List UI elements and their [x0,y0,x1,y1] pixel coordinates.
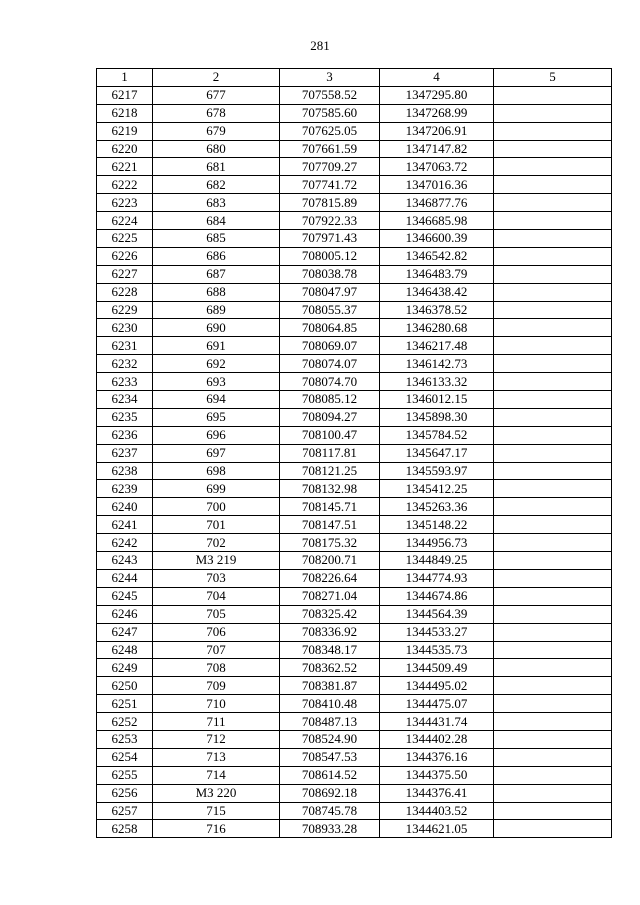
table-cell-col-2: 698 [153,462,280,480]
table-row [97,498,612,516]
table-cell-col-2: 699 [153,480,280,498]
table-cell-col-4: 1347295.80 [380,86,494,104]
table-cell-col-2: 677 [153,86,280,104]
table-cell-col-3: 708074.70 [280,373,380,391]
table-row [97,247,612,265]
table-cell-col-3: 708410.48 [280,695,380,713]
table-cell-col-3: 708325.42 [280,605,380,623]
table-cell-col-1: 6233 [97,373,153,391]
table-cell-col-4: 1346217.48 [380,337,494,355]
table-cell-col-2: 691 [153,337,280,355]
table-row [97,408,612,426]
table-cell-col-2: 706 [153,623,280,641]
table-cell-col-5 [494,641,612,659]
table-cell-col-5 [494,319,612,337]
table-cell-col-1: 6250 [97,677,153,695]
table-cell-col-2: 704 [153,587,280,605]
table-cell-col-3: 708147.51 [280,516,380,534]
table-cell-col-2: 680 [153,140,280,158]
table-cell-col-3: 708175.32 [280,534,380,552]
table-cell-col-1: 6217 [97,86,153,104]
column-header-3: 3 [280,69,380,87]
table-row [97,569,612,587]
table-cell-col-1: 6244 [97,569,153,587]
table-cell-col-3: 708100.47 [280,426,380,444]
table-cell-col-2: 678 [153,104,280,122]
table-cell-col-4: 1345148.22 [380,516,494,534]
table-row [97,784,612,802]
table-cell-col-1: 6225 [97,230,153,248]
table-cell-col-4: 1346133.32 [380,373,494,391]
table-row [97,373,612,391]
table-cell-col-5 [494,373,612,391]
table-cell-col-5 [494,301,612,319]
table-cell-col-4: 1346142.73 [380,355,494,373]
table-row [97,766,612,784]
table-cell-col-2: 707 [153,641,280,659]
table-cell-col-1: 6243 [97,552,153,570]
table-cell-col-5 [494,391,612,409]
table-cell-col-3: 708117.81 [280,444,380,462]
table-cell-col-2: 688 [153,283,280,301]
table-cell-col-2: 716 [153,820,280,838]
table-row [97,301,612,319]
table-cell-col-1: 6232 [97,355,153,373]
table-cell-col-4: 1346685.98 [380,212,494,230]
table-cell-col-5 [494,408,612,426]
table-cell-col-4: 1344621.05 [380,820,494,838]
table-cell-col-4: 1347268.99 [380,104,494,122]
table-cell-col-2: 682 [153,176,280,194]
table-row [97,605,612,623]
table-cell-col-1: 6249 [97,659,153,677]
table-cell-col-3: 708145.71 [280,498,380,516]
table-cell-col-5 [494,552,612,570]
table-cell-col-2: 693 [153,373,280,391]
table-cell-col-2: 701 [153,516,280,534]
table-cell-col-5 [494,820,612,838]
column-header-5: 5 [494,69,612,87]
table-cell-col-4: 1345647.17 [380,444,494,462]
table-cell-col-5 [494,104,612,122]
table-cell-col-5 [494,194,612,212]
header-row [97,69,612,87]
table-cell-col-5 [494,569,612,587]
table-cell-col-2: 689 [153,301,280,319]
table-cell-col-1: 6239 [97,480,153,498]
table-cell-col-2: 681 [153,158,280,176]
table-row [97,802,612,820]
table-cell-col-3: 708085.12 [280,391,380,409]
table-cell-col-2: 679 [153,122,280,140]
table-cell-col-5 [494,122,612,140]
coordinates-table [96,68,612,838]
table-cell-col-2: 694 [153,391,280,409]
table-cell-col-5 [494,605,612,623]
table-cell-col-4: 1344674.86 [380,587,494,605]
table-cell-col-1: 6235 [97,408,153,426]
table-cell-col-5 [494,158,612,176]
table-cell-col-4: 1346877.76 [380,194,494,212]
table-cell-col-4: 1344376.41 [380,784,494,802]
table-row [97,355,612,373]
table-cell-col-5 [494,337,612,355]
table-cell-col-4: 1346542.82 [380,247,494,265]
page-number: 281 [310,38,330,53]
table-cell-col-1: 6256 [97,784,153,802]
table-cell-col-4: 1345263.36 [380,498,494,516]
table-row [97,552,612,570]
table-cell-col-3: 708132.98 [280,480,380,498]
table-cell-col-4: 1344402.28 [380,730,494,748]
table-cell-col-3: 708069.07 [280,337,380,355]
table-row [97,122,612,140]
table-row [97,516,612,534]
table-row [97,283,612,301]
table-cell-col-4: 1344403.52 [380,802,494,820]
table-cell-col-3: 708614.52 [280,766,380,784]
table-cell-col-5 [494,766,612,784]
table-cell-col-4: 1346438.42 [380,283,494,301]
table-cell-col-5 [494,587,612,605]
table-cell-col-1: 6254 [97,748,153,766]
table-row [97,748,612,766]
table-cell-col-1: 6255 [97,766,153,784]
table-row [97,713,612,731]
table-cell-col-3: 708745.78 [280,802,380,820]
table-row [97,140,612,158]
table-cell-col-5 [494,426,612,444]
table-cell-col-4: 1346280.68 [380,319,494,337]
table-cell-col-2: 700 [153,498,280,516]
table-cell-col-3: 708226.64 [280,569,380,587]
table-cell-col-1: 6229 [97,301,153,319]
table-cell-col-5 [494,230,612,248]
table-cell-col-1: 6248 [97,641,153,659]
table-row [97,659,612,677]
table-cell-col-3: 708200.71 [280,552,380,570]
table-row [97,426,612,444]
table-cell-col-3: 708271.04 [280,587,380,605]
table-cell-col-3: 708074.07 [280,355,380,373]
table-cell-col-4: 1347063.72 [380,158,494,176]
table-row [97,104,612,122]
table-cell-col-3: 707558.52 [280,86,380,104]
table-cell-col-2: 714 [153,766,280,784]
table-cell-col-1: 6219 [97,122,153,140]
table-cell-col-4: 1344533.27 [380,623,494,641]
table-cell-col-5 [494,462,612,480]
table-cell-col-3: 708055.37 [280,301,380,319]
table-cell-col-4: 1344564.39 [380,605,494,623]
table-row [97,641,612,659]
table-cell-col-4: 1344475.07 [380,695,494,713]
table-cell-col-3: 708487.13 [280,713,380,731]
table-cell-col-3: 708336.92 [280,623,380,641]
table-cell-col-2: 712 [153,730,280,748]
table-row [97,212,612,230]
table-body [97,86,612,837]
table-cell-col-4: 1347016.36 [380,176,494,194]
table-cell-col-4: 1344375.50 [380,766,494,784]
table-cell-col-1: 6242 [97,534,153,552]
table-cell-col-4: 1344535.73 [380,641,494,659]
column-header-2: 2 [153,69,280,87]
table-cell-col-3: 708524.90 [280,730,380,748]
table-cell-col-5 [494,695,612,713]
table-cell-col-5 [494,534,612,552]
table-cell-col-1: 6253 [97,730,153,748]
table-cell-col-2: 697 [153,444,280,462]
table-cell-col-4: 1345784.52 [380,426,494,444]
table-cell-col-4: 1344956.73 [380,534,494,552]
table-cell-col-1: 6247 [97,623,153,641]
table-cell-col-4: 1345593.97 [380,462,494,480]
table-row [97,623,612,641]
table-cell-col-5 [494,713,612,731]
table-cell-col-3: 708047.97 [280,283,380,301]
table-cell-col-3: 708064.85 [280,319,380,337]
table-cell-col-4: 1345898.30 [380,408,494,426]
table-cell-col-1: 6251 [97,695,153,713]
table-cell-col-5 [494,730,612,748]
table-cell-col-5 [494,623,612,641]
table-cell-col-1: 6237 [97,444,153,462]
table-cell-col-3: 707741.72 [280,176,380,194]
table-row [97,86,612,104]
table-cell-col-5 [494,265,612,283]
table-cell-col-5 [494,516,612,534]
table-cell-col-2: 713 [153,748,280,766]
table-cell-col-4: 1347147.82 [380,140,494,158]
table-row [97,230,612,248]
table-cell-col-4: 1346600.39 [380,230,494,248]
table-cell-col-2: МЗ 220 [153,784,280,802]
table-cell-col-2: 695 [153,408,280,426]
table-cell-col-3: 708038.78 [280,265,380,283]
table-cell-col-3: 708005.12 [280,247,380,265]
table-cell-col-4: 1345412.25 [380,480,494,498]
table-cell-col-5 [494,498,612,516]
table-cell-col-1: 6228 [97,283,153,301]
table-cell-col-1: 6238 [97,462,153,480]
table-row [97,265,612,283]
table-cell-col-1: 6257 [97,802,153,820]
table-row [97,176,612,194]
table-cell-col-1: 6220 [97,140,153,158]
table-cell-col-3: 708121.25 [280,462,380,480]
table-cell-col-3: 707625.05 [280,122,380,140]
table-row [97,194,612,212]
table-row [97,587,612,605]
table-cell-col-5 [494,140,612,158]
table-cell-col-2: 705 [153,605,280,623]
table-cell-col-3: 707585.60 [280,104,380,122]
table-cell-col-2: 709 [153,677,280,695]
table-cell-col-5 [494,748,612,766]
table-cell-col-1: 6234 [97,391,153,409]
table-cell-col-2: МЗ 219 [153,552,280,570]
table-cell-col-5 [494,802,612,820]
table-row [97,695,612,713]
table-cell-col-2: 711 [153,713,280,731]
table-cell-col-4: 1344431.74 [380,713,494,731]
table-cell-col-1: 6226 [97,247,153,265]
table-cell-col-2: 684 [153,212,280,230]
table-cell-col-1: 6222 [97,176,153,194]
table-cell-col-2: 686 [153,247,280,265]
table-cell-col-2: 702 [153,534,280,552]
table-row [97,462,612,480]
table-row [97,158,612,176]
column-header-1: 1 [97,69,153,87]
table-cell-col-1: 6241 [97,516,153,534]
table-cell-col-5 [494,355,612,373]
table-cell-col-4: 1346378.52 [380,301,494,319]
table-cell-col-1: 6223 [97,194,153,212]
table-row [97,730,612,748]
table-row [97,820,612,838]
table-cell-col-3: 707661.59 [280,140,380,158]
table-cell-col-1: 6221 [97,158,153,176]
table-cell-col-3: 708381.87 [280,677,380,695]
table-cell-col-4: 1344849.25 [380,552,494,570]
table-row [97,319,612,337]
table-cell-col-5 [494,283,612,301]
table-cell-col-4: 1346012.15 [380,391,494,409]
table-cell-col-5 [494,212,612,230]
table-cell-col-5 [494,677,612,695]
table-cell-col-1: 6218 [97,104,153,122]
table-cell-col-5 [494,176,612,194]
table-cell-col-3: 707709.27 [280,158,380,176]
table-cell-col-2: 687 [153,265,280,283]
table-cell-col-5 [494,480,612,498]
table-row [97,677,612,695]
table-cell-col-2: 690 [153,319,280,337]
table-cell-col-3: 708094.27 [280,408,380,426]
table-cell-col-3: 708692.18 [280,784,380,802]
table-cell-col-2: 708 [153,659,280,677]
table-row [97,391,612,409]
table-cell-col-3: 707922.33 [280,212,380,230]
table-row [97,444,612,462]
table-cell-col-4: 1347206.91 [380,122,494,140]
table-cell-col-2: 703 [153,569,280,587]
table-cell-col-3: 707971.43 [280,230,380,248]
table-cell-col-1: 6245 [97,587,153,605]
table-cell-col-5 [494,444,612,462]
table-header [97,69,612,87]
table-cell-col-5 [494,784,612,802]
table-cell-col-1: 6240 [97,498,153,516]
table-row [97,534,612,552]
table-cell-col-5 [494,659,612,677]
table-cell-col-1: 6252 [97,713,153,731]
table-cell-col-3: 707815.89 [280,194,380,212]
table-cell-col-2: 683 [153,194,280,212]
table-cell-col-1: 6224 [97,212,153,230]
table-row [97,337,612,355]
table-cell-col-5 [494,247,612,265]
table-cell-col-1: 6246 [97,605,153,623]
table-cell-col-1: 6258 [97,820,153,838]
table-cell-col-3: 708933.28 [280,820,380,838]
table-cell-col-4: 1346483.79 [380,265,494,283]
table-cell-col-1: 6231 [97,337,153,355]
table-cell-col-1: 6227 [97,265,153,283]
table-cell-col-4: 1344376.16 [380,748,494,766]
table-cell-col-4: 1344509.49 [380,659,494,677]
column-header-4: 4 [380,69,494,87]
table-cell-col-2: 696 [153,426,280,444]
table-cell-col-2: 710 [153,695,280,713]
table-cell-col-2: 715 [153,802,280,820]
table-cell-col-3: 708362.52 [280,659,380,677]
table-cell-col-5 [494,86,612,104]
table-cell-col-1: 6236 [97,426,153,444]
table-cell-col-1: 6230 [97,319,153,337]
table-cell-col-2: 685 [153,230,280,248]
table-cell-col-4: 1344774.93 [380,569,494,587]
table-cell-col-4: 1344495.02 [380,677,494,695]
table-row [97,480,612,498]
table-cell-col-3: 708348.17 [280,641,380,659]
table-cell-col-3: 708547.53 [280,748,380,766]
table-cell-col-2: 692 [153,355,280,373]
